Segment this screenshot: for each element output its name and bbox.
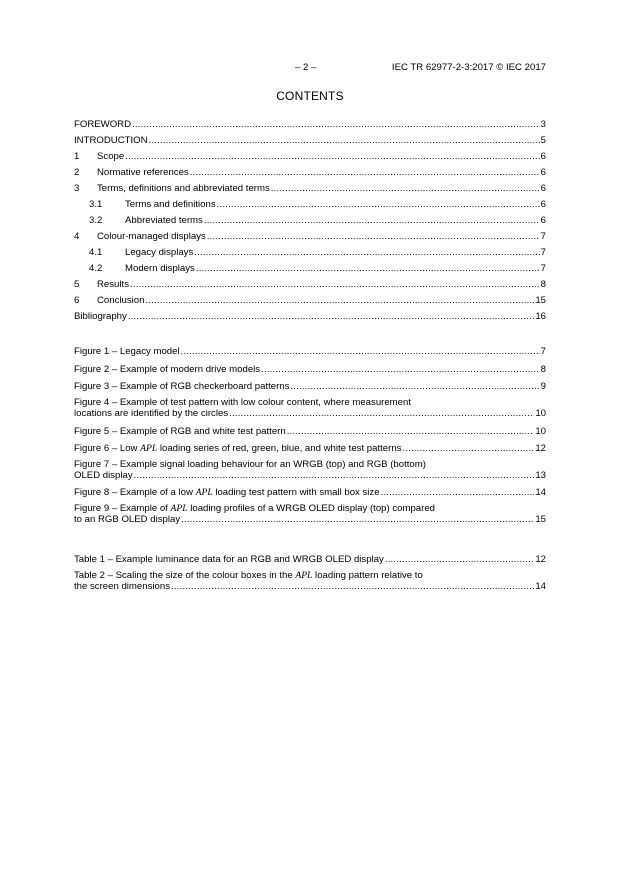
table-entry-2[interactable]: Table 2 – Scaling the size of the colour boxes in the APL loading pattern relative to the screen dimensions ..... 14 [74,570,546,592]
toc-entry-colour-managed-displays[interactable]: 4 Colour-managed displays ..... 7 [74,226,546,242]
apl-term: APL [140,443,158,454]
toc-entry-introduction[interactable]: INTRODUCTION ..... 5 [74,130,546,146]
toc-entry-legacy-displays[interactable]: 4.1 Legacy displays ..... 7 [74,242,546,258]
toc-entry-abbreviated-terms[interactable]: 3.2 Abbreviated terms ..... 6 [74,210,546,226]
toc-entry-normative-references[interactable]: 2 Normative references ..... 6 [74,162,546,178]
toc-entry-bibliography[interactable]: Bibliography ..... 16 [74,306,546,322]
figure-entry-8[interactable]: Figure 8 – Example of a low APL loading test pattern with small box size ..... 14 [74,486,546,498]
apl-term: APL [295,570,313,581]
figure-entry-2[interactable]: Figure 2 – Example of modern drive models ..... 8 [74,363,546,375]
figure-entry-1[interactable]: Figure 1 – Legacy model ..... 7 [74,345,546,357]
toc-entry-modern-displays[interactable]: 4.2 Modern displays ..... 7 [74,258,546,274]
figure-entry-3[interactable]: Figure 3 – Example of RGB checkerboard patterns ..... 9 [74,380,546,392]
standard-reference: IEC TR 62977-2-3:2017 © IEC 2017 [391,62,546,73]
toc-entry-results[interactable]: 5 Results ..... 8 [74,274,546,290]
figure-entry-5[interactable]: Figure 5 – Example of RGB and white test pattern ..... 10 [74,425,546,437]
toc-entry-scope[interactable]: 1 Scope ..... 6 [74,146,546,162]
toc-entry-terms-definitions[interactable]: 3.1 Terms and definitions ..... 6 [74,194,546,210]
table-entry-1[interactable]: Table 1 – Example luminance data for an RGB and WRGB OLED display ..... 12 [74,553,546,565]
apl-term: APL [195,487,213,498]
page-number: – 2 – [295,62,317,73]
toc-entry-terms[interactable]: 3 Terms, definitions and abbreviated terms ..... 6 [74,178,546,194]
toc-entry-conclusion[interactable]: 6 Conclusion ..... 15 [74,290,546,306]
figure-entry-9[interactable]: Figure 9 – Example of APL loading profiles of a WRGB OLED display (top) compared to an RGB OLED display ..... 15 [74,503,546,525]
figure-entry-6[interactable]: Figure 6 – Low APL loading series of red, green, blue, and white test patterns ..... 12 [74,442,546,454]
list-of-figures [74,345,546,525]
list-of-tables [74,553,546,592]
toc-entry-foreword[interactable]: FOREWORD ..... 3 [74,113,546,130]
apl-term: APL [170,503,188,514]
figure-entry-4[interactable]: Figure 4 – Example of test pattern with low colour content, where measurement locations are identified by the circles ..... 10 [74,397,546,419]
page-header [0,62,620,76]
page-title: CONTENTS [276,89,344,103]
toc-contents [74,113,546,322]
figure-entry-7[interactable]: Figure 7 – Example signal loading behaviour for an WRGB (top) and RGB (bottom) OLED display ..... 13 [74,459,546,481]
